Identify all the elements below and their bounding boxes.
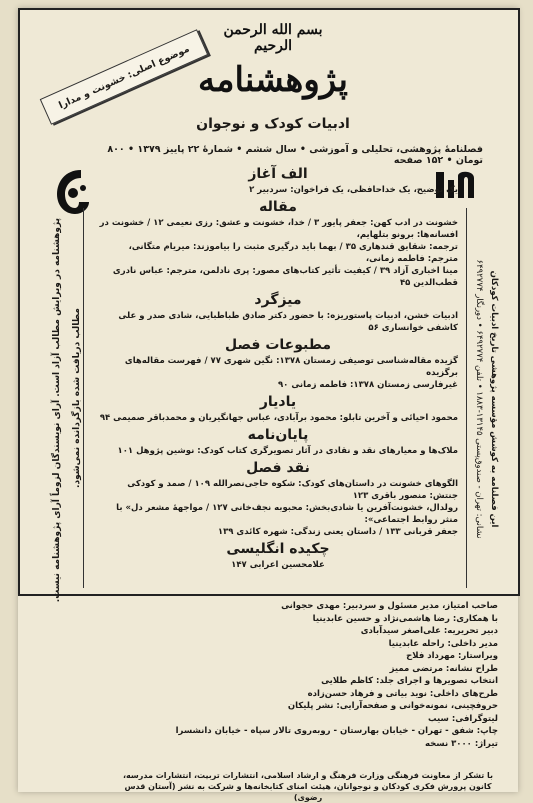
credit-line: طراح نشانه: مرتضی ممیز — [389, 663, 498, 674]
toc-entry: گزیده مقاله‌شناسی توصیفی زمستان ۱۳۷۸: نگین شهری ۷۷ / فهرست مقاله‌های برگزیده — [124, 356, 458, 378]
toc-entry: ملاک‌ها و معیارهای نقد و نقادی در آثار تصویرگری کتاب کودک: نوشین پژوهل ۱۰۱ — [117, 446, 458, 456]
toc-section — [98, 427, 458, 457]
credit-line: چاپ: شفق - تهران - خیابان بهارستان - روبه‌روی تالار سپاه - خیابان دانشسرا — [175, 726, 498, 736]
magazine-subtitle: ادبیات کودک و نوجوان — [196, 116, 350, 132]
toc-entry: غیرفارسی زمستان ۱۳۷۸: فاطمه زمانی ۹۰ — [277, 380, 458, 390]
right-address-band — [473, 208, 513, 588]
toc-section — [98, 292, 458, 334]
table-of-contents — [98, 163, 458, 571]
toc-section — [98, 541, 458, 571]
toc-entry: محمود احیائی و آخرین تابلو: محمود برآبادی، عباس جهانگیریان و محمدباقر صمیمی ۹۴ — [99, 413, 458, 423]
section-heading: پایان‌نامه — [247, 427, 309, 443]
toc-entry: خشونت در ادب کهن: جعفر پایور ۳ / خدا، خشونت و عشق: رزی نعیمی ۱۲ / خشونت در افسانه‌ها: برونو بتلهایم، — [99, 218, 458, 240]
toc-entry: ادبیات خشن، ادبیات پاستوریزه: با حضور دکتر صادق طباطبایی، شادی صدر و علی کاشفی خوانساری ۵۶ — [118, 311, 458, 333]
toc-entry: مینا اخباری آزاد ۳۹ / کیفیت تأثیر کتاب‌های مصور: پری نادلمن، مترجم: عباس نادری قطب‌الدین ۴۵ — [112, 266, 458, 288]
toc-entry: رولدال، خشونت‌آفرین یا شادی‌بخش: محبوبه نجف‌خانی ۱۲۷ / مواجههٔ مشعر دل» با منثر روابط اجتماعی»: — [116, 503, 458, 525]
credit-line: با همکاری: رضا هاشمی‌نژاد و حسین عابدینیا — [312, 613, 498, 624]
section-heading: چکیده انگلیسی — [226, 541, 330, 557]
ack-line-1: با تشکر از معاونت فرهنگی وزارت فرهنگ و ارشاد اسلامی، انتشارات تربیت، انتشارات مدرسه، — [122, 771, 494, 780]
toc-section — [98, 166, 458, 196]
section-heading: میزگرد — [254, 292, 302, 308]
right-divider — [466, 208, 467, 588]
credit-line: ویراستار: مهرداد فلاح — [406, 651, 498, 661]
issue-info: فصلنامهٔ پژوهشی، تحلیلی و آموزشی • سال ششم • شمارهٔ ۲۲ پاییز ۱۳۷۹ • ۸۰۰ تومان • ۱۵۲ صفحه — [107, 144, 483, 166]
credit-line: حروفچینی، نمونه‌خوانی و صفحه‌آرایی: نشر پلیکان — [287, 701, 498, 711]
topic-box: موضوع اصلی: خشونت و مدارا — [40, 29, 209, 125]
toc-entry: ترجمه: شقایق قندهاری ۳۵ / بهما باید درگیری مثبت را بیاموزند: میریام متگانی، مترجم: فاطمه زمانی، — [128, 242, 458, 264]
address-line-1: این فصلنامه به کوشش مؤسسه پژوهشی تاریخ ادبیات کودکان — [489, 270, 499, 528]
toc-entry: علامحسین اعرابی ۱۴۷ — [231, 560, 325, 570]
section-heading: مقاله — [259, 199, 297, 215]
credit-line: صاحب امتیاز، مدیر مسئول و سردبیر: مهدی حجوانی — [281, 601, 498, 611]
credit-line: لیتوگرافی: سیب — [428, 713, 498, 724]
credit-line: طرح‌های داخلی: نوید بیاتی و فرهاد حسن‌زاده — [307, 688, 498, 699]
toc-section — [98, 199, 458, 289]
toc-entry: جعفر قربانی ۱۳۳ / داستان یعنی زندگی: شهره کائدی ۱۳۹ — [217, 527, 458, 537]
credit-line: دبیر تحریریه: علی‌اصغر سیدآبادی — [360, 626, 498, 636]
acknowledgement — [118, 770, 498, 803]
toc-section — [98, 460, 458, 538]
toc-section — [98, 394, 458, 424]
ack-line-2: کانون پرورش فکری کودکان و نوجوانان، هیئت امنای کتابخانه‌ها و شرکت به نشر (آستان قدس رضوی) — [124, 782, 492, 802]
credit-line: انتخاب تصویرها و اجرای جلد: کاظم طلایی — [321, 676, 498, 686]
toc-entry: یک توضیح، یک خداحافظی، یک فراخوان: سردبیر ۲ — [249, 185, 458, 195]
notice-line-2: مطالب دریافت شده بازگردانده نمی‌شود. — [72, 308, 82, 488]
magazine-page — [18, 8, 518, 802]
notice-line-1: پژوهشنامه در ویرایش مطالب آزاد است. آرای نویسندگان لزوماً آرای پژوهشنامه نیست. — [52, 218, 62, 603]
credit-line: تیراژ: ۳۰۰۰ نسخه — [425, 738, 498, 749]
address-line-2: نشانی: تهران - صندوق‌پستی ۱۳۱۴۵-۱۸۸۳ • تلفن ۶۴۹۲۷۷۴ • دورنگار ۶۴۹۲۷۷۴ — [474, 259, 484, 539]
bismillah-calligraphy: بسم الله الرحمن الرحيم — [223, 22, 323, 54]
magazine-title: پژوهشنامه — [198, 60, 348, 100]
publisher-logo-icon — [51, 166, 95, 218]
section-heading: مطبوعات فصل — [224, 337, 332, 353]
toc-section — [98, 337, 458, 391]
section-heading: الف آغاز — [248, 166, 308, 182]
section-heading: یادیار — [259, 394, 297, 410]
staff-credits — [118, 600, 498, 750]
left-notice-band — [44, 218, 82, 603]
credit-line: مدیر داخلی: راحله عابدینیا — [388, 638, 498, 649]
toc-entry: الگوهای خشونت در داستان‌های کودک: شکوه حاجی‌نصرالله ۱۰۹ / صمد و کودکی جنتش: منصور باقری ۱۲۳ — [127, 479, 458, 501]
section-heading: نقد فصل — [246, 460, 310, 476]
